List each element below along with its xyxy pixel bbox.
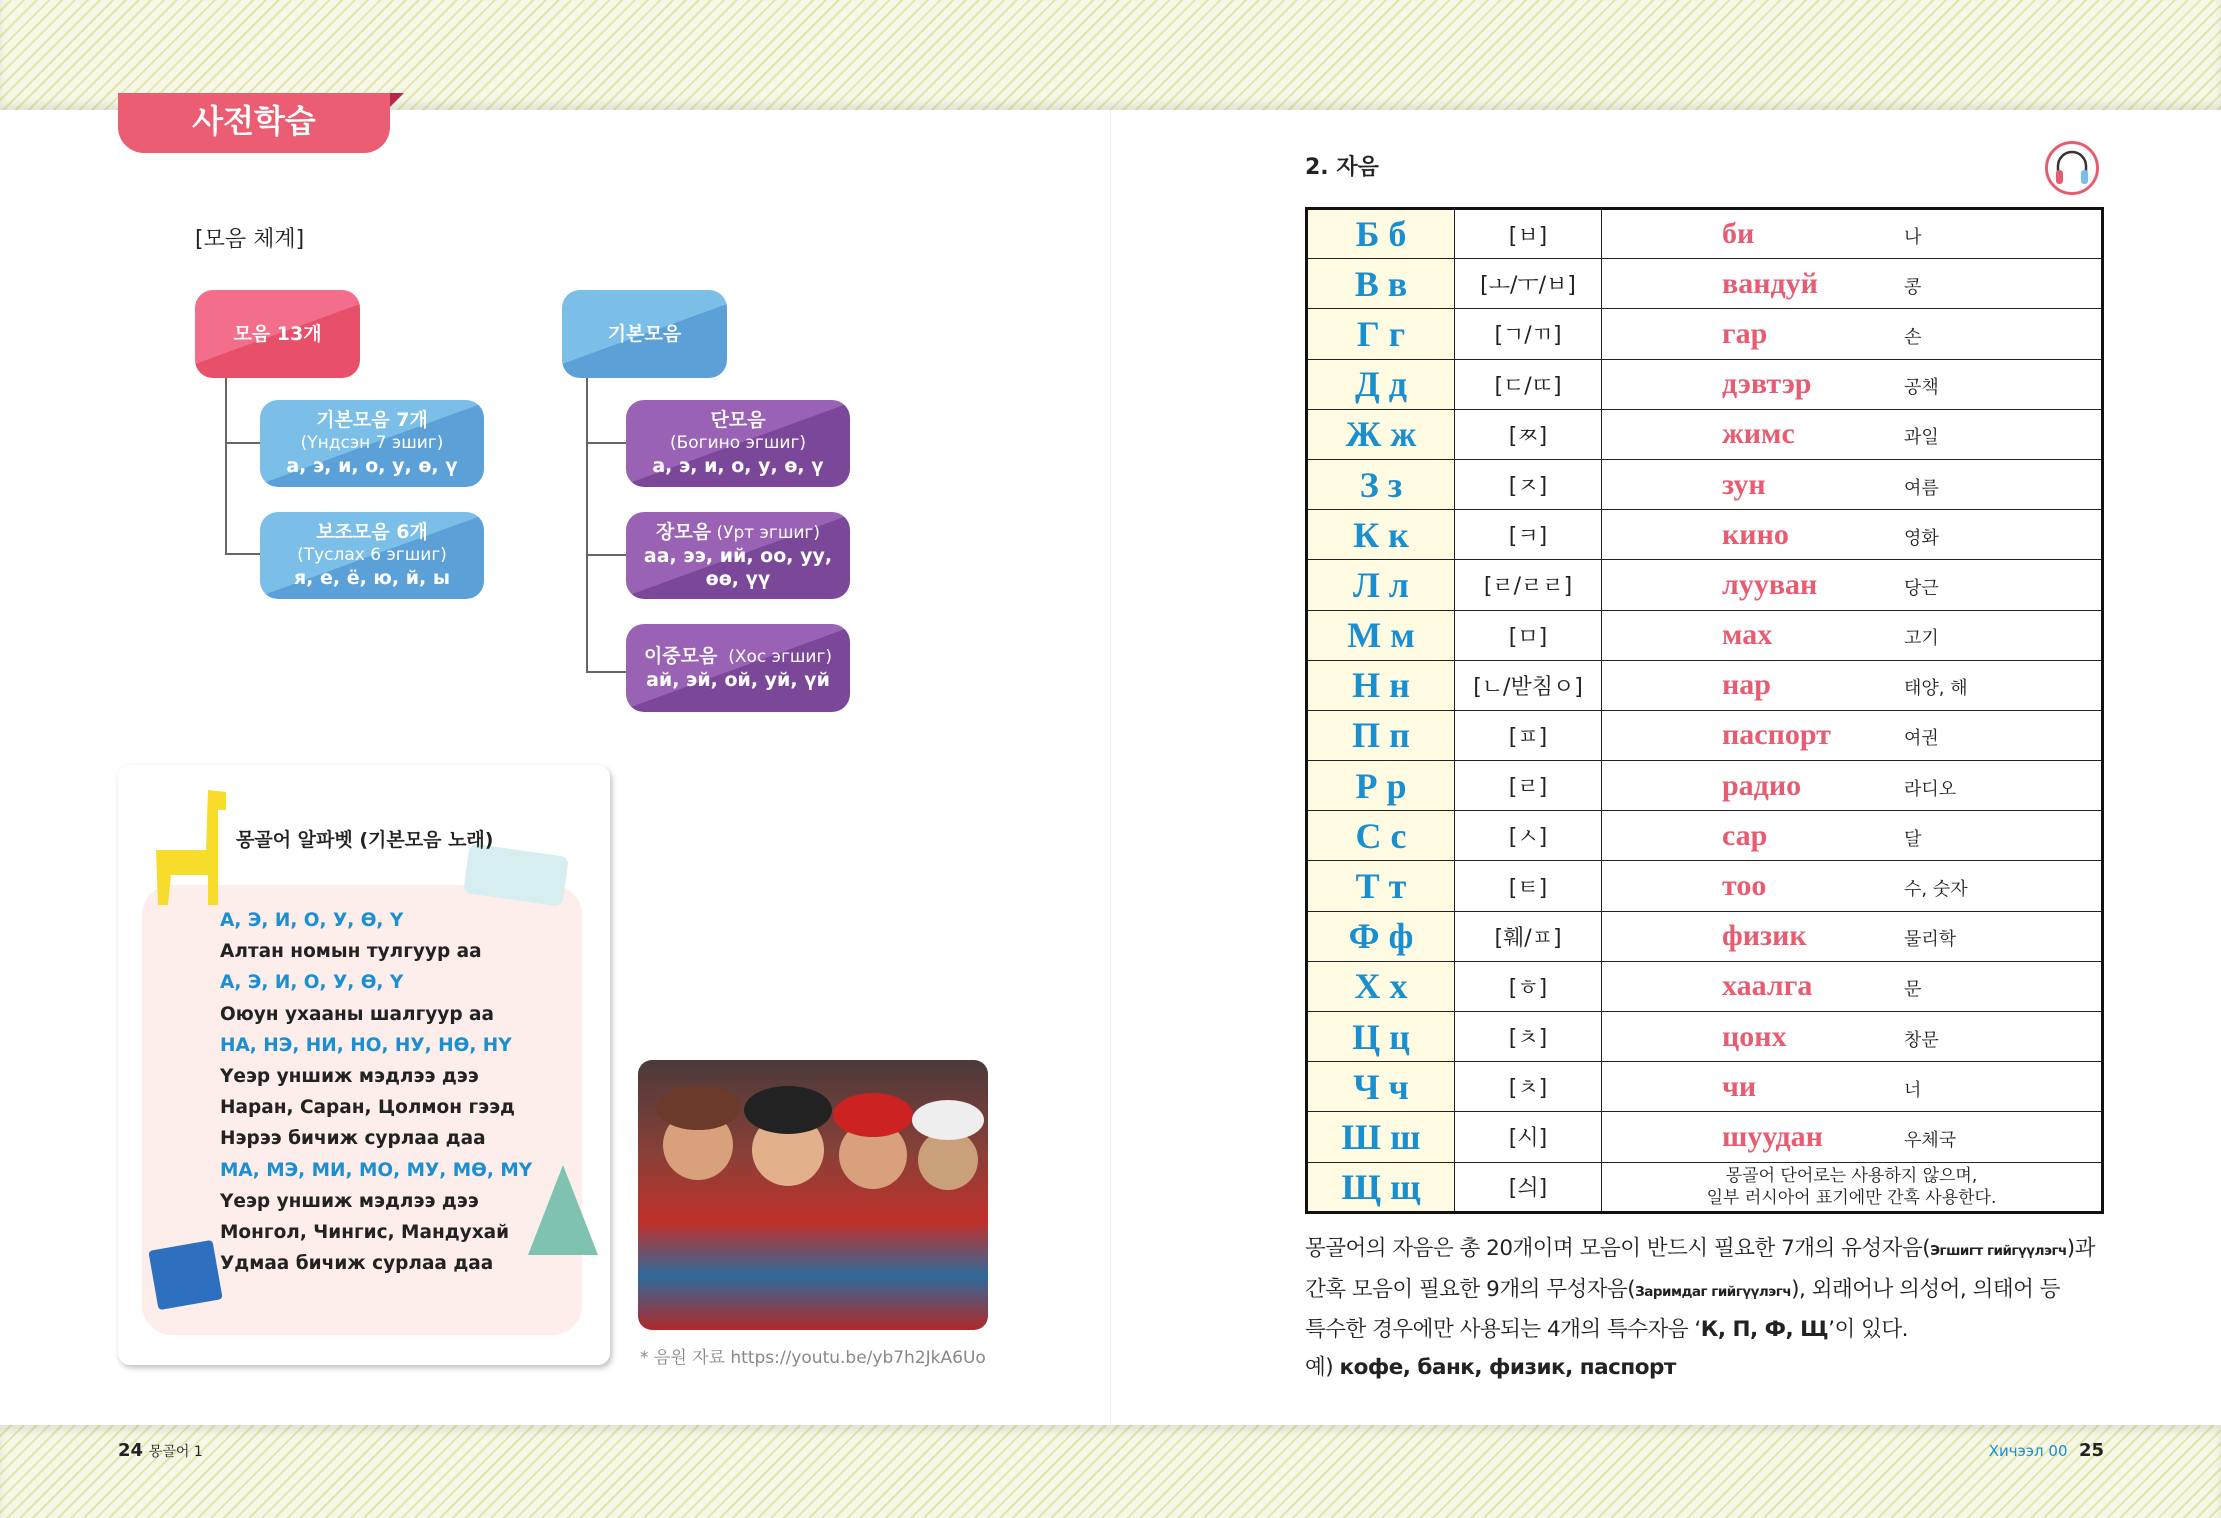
example-word: тоо — [1722, 869, 1767, 903]
consonant-row — [1307, 560, 2103, 610]
consonant-pronunciation: [ㅊ] — [1455, 1062, 1602, 1112]
consonant-pronunciation: [ㅗ/ㅜ/ㅂ] — [1455, 259, 1602, 309]
example-cell — [1602, 309, 2103, 359]
example-cell — [1602, 560, 2103, 610]
example-cell — [1602, 660, 2103, 710]
example-meaning: 콩 — [1904, 276, 1922, 298]
example-word: кино — [1722, 517, 1789, 551]
diphthongs-box: 이중모음 (Хос эгшиг) ай, эй, ой, уй, үй — [626, 624, 850, 712]
consonant-row — [1307, 259, 2103, 309]
bottom-stripe-band — [0, 1425, 2221, 1518]
example-meaning: 여름 — [1904, 477, 1939, 499]
consonant-pronunciation: [ㄱ/ㄲ] — [1455, 309, 1602, 359]
example-word: сар — [1722, 818, 1768, 852]
consonant-pronunciation: [ㅂ] — [1455, 209, 1602, 259]
book-title: 몽골어 1 — [148, 1444, 203, 1460]
page-number-right: 25 — [2078, 1440, 2104, 1461]
lyric-line: А, Э, И, О, У, Ө, Ү — [220, 972, 404, 994]
consonant-row — [1307, 761, 2103, 811]
tree-illustration — [528, 1165, 598, 1255]
example-word: лууван — [1722, 567, 1818, 601]
example-meaning: 수, 숫자 — [1904, 879, 1968, 901]
example-word: физик — [1722, 919, 1807, 953]
consonant-letter: Р р — [1307, 761, 1455, 811]
example-word: паспорт — [1722, 718, 1831, 752]
example-meaning: 우체국 — [1904, 1129, 1957, 1151]
example-cell — [1602, 359, 2103, 409]
lyric-line: Үеэр уншиж мэдлээ дээ — [220, 1190, 479, 1212]
consonant-letter: С с — [1307, 811, 1455, 861]
consonant-pronunciation: [ㅋ] — [1455, 510, 1602, 560]
example-meaning: 태양, 해 — [1904, 678, 1968, 700]
lyric-line: МА, МЭ, МИ, МО, МУ, МӨ, МҮ — [220, 1159, 533, 1181]
lyric-line: Үеэр уншиж мэдлээ дээ — [220, 1066, 479, 1088]
consonant-row — [1307, 1112, 2103, 1162]
example-meaning: 라디오 — [1904, 778, 1957, 800]
example-word: цонх — [1722, 1019, 1787, 1053]
consonant-letter: Т т — [1307, 861, 1455, 911]
example-word: чи — [1722, 1069, 1757, 1103]
example-word: дэвтэр — [1722, 367, 1812, 401]
audio-source-caption[interactable]: * 음원 자료 https://youtu.be/yb7h2JkA6Uo — [640, 1348, 986, 1368]
consonant-letter: В в — [1307, 259, 1455, 309]
example-cell — [1602, 1062, 2103, 1112]
example-meaning: 나 — [1904, 227, 1922, 249]
footer-left — [118, 1440, 203, 1461]
example-cell — [1602, 1012, 2103, 1062]
example-cell — [1602, 961, 2103, 1011]
consonant-row — [1307, 409, 2103, 459]
example-cell — [1602, 409, 2103, 459]
example-cell — [1602, 861, 2103, 911]
consonant-pronunciation: [ㅁ] — [1455, 610, 1602, 660]
consonant-letter: Ч ч — [1307, 1062, 1455, 1112]
usage-note: 몽골어 단어로는 사용하지 않으며, 일부 러시아어 표기에만 간혹 사용한다. — [1602, 1162, 2103, 1212]
juice-box-illustration — [148, 1240, 222, 1310]
consonant-row — [1307, 209, 2103, 259]
consonant-pronunciation: [ㄹ] — [1455, 761, 1602, 811]
consonant-row — [1307, 1162, 2103, 1212]
example-cell — [1602, 209, 2103, 259]
example-meaning: 영화 — [1904, 527, 1939, 549]
headphone-icon[interactable] — [2045, 141, 2099, 195]
example-line: 예) кофе, банк, физик, паспорт — [1305, 1354, 1676, 1380]
example-word: радио — [1722, 768, 1802, 802]
example-cell — [1602, 610, 2103, 660]
consonant-pronunciation: [ㅉ] — [1455, 409, 1602, 459]
consonant-row — [1307, 459, 2103, 509]
children-photo-shapes — [638, 1060, 988, 1330]
consonant-table — [1305, 207, 2104, 1214]
consonant-row — [1307, 861, 2103, 911]
consonant-pronunciation: [ㅎ] — [1455, 961, 1602, 1011]
consonant-row — [1307, 359, 2103, 409]
basic-vowels-box: 기본모음 7개 (Үндсэн 7 эшиг) а, э, и, о, у, ө, ү — [260, 400, 484, 487]
consonant-letter: Д д — [1307, 359, 1455, 409]
consonant-row — [1307, 911, 2103, 961]
example-word: нар — [1722, 668, 1771, 702]
consonant-heading: 2. 자음 — [1305, 155, 1379, 180]
section-tab: 사전학습 — [118, 93, 390, 153]
lyric-line: Нэрээ бичиж сурлаа даа — [220, 1128, 486, 1150]
example-meaning: 여권 — [1904, 728, 1939, 750]
consonant-pronunciation: [싀] — [1455, 1162, 1602, 1212]
consonant-pronunciation: [ㄹ/ㄹㄹ] — [1455, 560, 1602, 610]
consonant-row — [1307, 610, 2103, 660]
consonant-letter: З з — [1307, 459, 1455, 509]
example-cell — [1602, 1112, 2103, 1162]
consonant-letter: Ф ф — [1307, 911, 1455, 961]
long-vowels-box: 장모음 (Урт эгшиг) аа, ээ, ий, оо, уу, өө, үү — [626, 512, 850, 599]
example-meaning: 문 — [1904, 979, 1922, 1001]
example-meaning: 달 — [1904, 828, 1922, 850]
example-word: жимс — [1722, 417, 1795, 451]
short-vowels-box: 단모음 (Богино эгшиг) а, э, и, о, у, ө, ү — [626, 400, 850, 487]
consonant-letter: Щ щ — [1307, 1162, 1455, 1212]
example-meaning: 너 — [1904, 1079, 1922, 1101]
example-meaning: 창문 — [1904, 1029, 1939, 1051]
consonant-row — [1307, 660, 2103, 710]
consonant-pronunciation: [시] — [1455, 1112, 1602, 1162]
example-word: би — [1722, 217, 1755, 251]
children-photo — [638, 1060, 988, 1330]
song-lyrics — [220, 905, 532, 1279]
example-cell — [1602, 710, 2103, 760]
song-title: 몽골어 알파벳 (기본모음 노래) — [236, 829, 494, 851]
example-cell — [1602, 811, 2103, 861]
consonant-pronunciation: [훼/ㅍ] — [1455, 911, 1602, 961]
consonant-row — [1307, 510, 2103, 560]
consonant-letter: Г г — [1307, 309, 1455, 359]
consonant-pronunciation: [ㅈ] — [1455, 459, 1602, 509]
consonant-letter: М м — [1307, 610, 1455, 660]
consonant-pronunciation: [ㄴ/받침ㅇ] — [1455, 660, 1602, 710]
example-meaning: 고기 — [1904, 628, 1939, 650]
consonant-row — [1307, 811, 2103, 861]
consonant-description: 몽골어의 자음은 총 20개이며 모음이 반드시 필요한 7개의 유성자음(Эгшигт гийгүүлэгч)과 간혹 모음이 필요한 9개의 무성자음(Заримдаг гийгүүлэгч), 외래어나 의성어, 의태어 등 특수한 경우에만 사용되는 4개의 특수자음 ‘К, П, Ф, Щ’이 있다. 예) кофе, банк, физик, паспорт — [1305, 1230, 2095, 1386]
example-word: шуудан — [1722, 1119, 1823, 1153]
example-cell — [1602, 510, 2103, 560]
footer-right — [1989, 1440, 2104, 1461]
lyric-line: Алтан номын тулгуур аа — [220, 941, 482, 963]
example-meaning: 손 — [1904, 326, 1922, 348]
lyric-line: Монгол, Чингис, Мандухай — [220, 1222, 510, 1244]
consonant-row — [1307, 710, 2103, 760]
example-word: зун — [1722, 467, 1766, 501]
consonant-letter: Ш ш — [1307, 1112, 1455, 1162]
consonant-letter: Н н — [1307, 660, 1455, 710]
consonant-letter: Б б — [1307, 209, 1455, 259]
lyric-line: Удмаа бичиж сурлаа даа — [220, 1253, 494, 1275]
consonant-letter: Ц ц — [1307, 1012, 1455, 1062]
example-cell — [1602, 911, 2103, 961]
example-word: хаалга — [1722, 969, 1813, 1003]
auxiliary-vowels-box: 보조모음 6개 (Туслах 6 эгшиг) я, е, ё, ю, й, ы — [260, 512, 484, 599]
page-number-left: 24 — [118, 1440, 144, 1461]
example-meaning: 공책 — [1904, 377, 1939, 399]
example-cell — [1602, 459, 2103, 509]
consonant-row — [1307, 309, 2103, 359]
consonant-row — [1307, 1062, 2103, 1112]
example-word: вандуй — [1722, 266, 1818, 300]
consonant-pronunciation: [ㅊ] — [1455, 1012, 1602, 1062]
lyric-line: Оюун ухааны шалгуур аа — [220, 1003, 495, 1025]
consonant-letter: К к — [1307, 510, 1455, 560]
vowel-root-13: 모음 13개 — [195, 290, 360, 378]
example-meaning: 물리학 — [1904, 929, 1957, 951]
consonant-letter: Л л — [1307, 560, 1455, 610]
consonant-row — [1307, 1012, 2103, 1062]
example-meaning: 과일 — [1904, 427, 1939, 449]
consonant-pronunciation: [ㅅ] — [1455, 811, 1602, 861]
song-card — [118, 765, 610, 1365]
consonant-letter: Ж ж — [1307, 409, 1455, 459]
basic-vowel-root: 기본모음 — [562, 290, 727, 378]
example-word: мах — [1722, 618, 1773, 652]
consonant-pronunciation: [ㅍ] — [1455, 710, 1602, 760]
lesson-label: Хичээл 00 — [1988, 1442, 2068, 1460]
consonant-letter: П п — [1307, 710, 1455, 760]
example-meaning: 당근 — [1904, 577, 1939, 599]
consonant-row — [1307, 961, 2103, 1011]
consonant-letter: Х х — [1307, 961, 1455, 1011]
lyric-line: Наран, Саран, Цолмон гээд — [220, 1097, 515, 1119]
lyric-line: А, Э, И, О, У, Ө, Ү — [220, 910, 404, 931]
example-cell — [1602, 259, 2103, 309]
consonant-pronunciation: [ㅌ] — [1455, 861, 1602, 911]
page-gutter — [1110, 110, 1111, 1425]
section-label: [모음 체계] — [195, 227, 305, 252]
lyric-line: НА, НЭ, НИ, НО, НУ, НӨ, НҮ — [220, 1034, 512, 1056]
example-word: гар — [1722, 316, 1768, 350]
giraffe-illustration — [146, 780, 236, 910]
consonant-pronunciation: [ㄷ/ㄸ] — [1455, 359, 1602, 409]
example-cell — [1602, 761, 2103, 811]
